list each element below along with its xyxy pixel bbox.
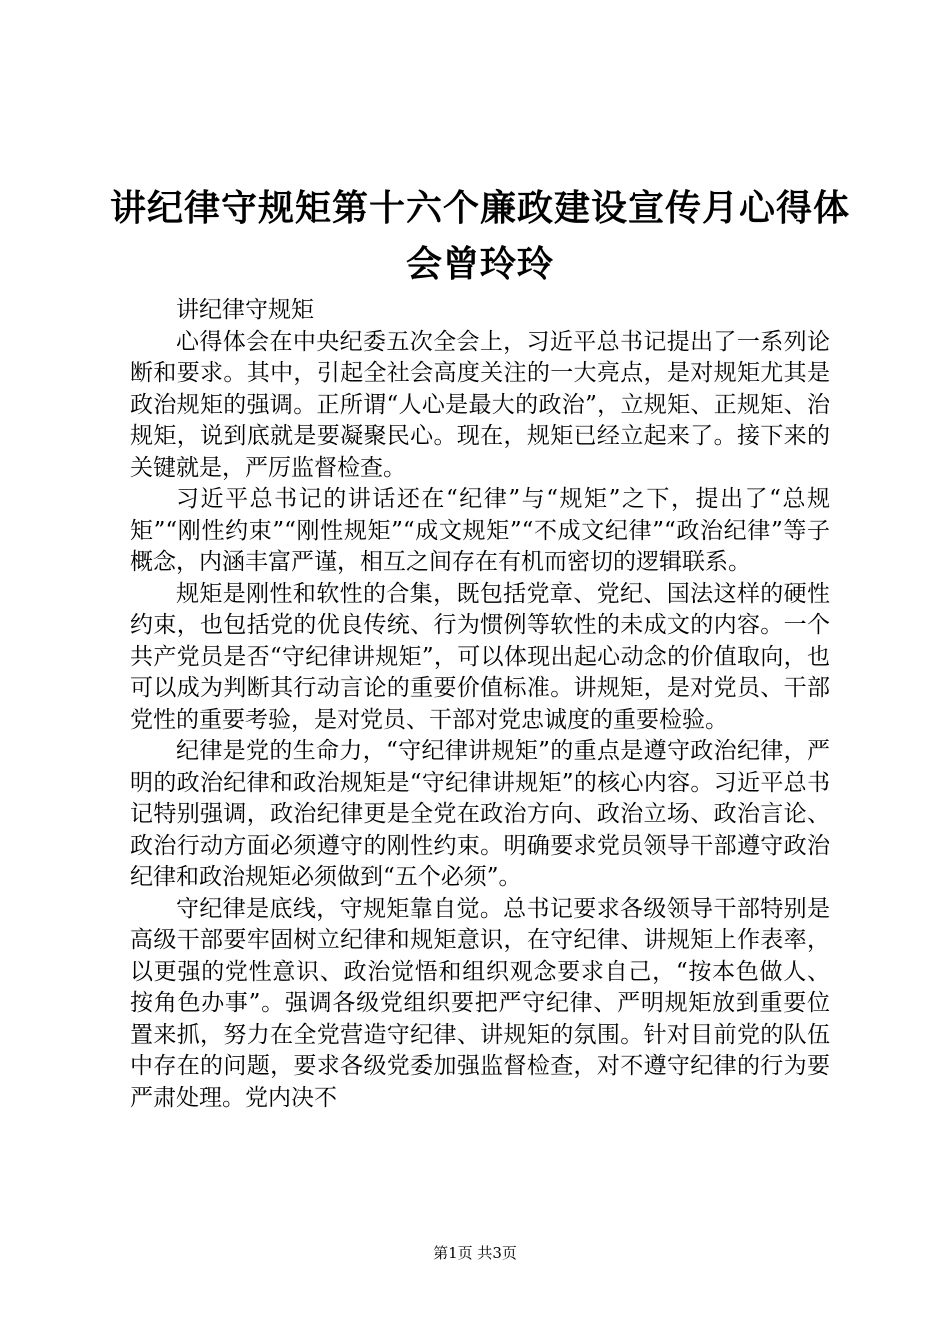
paragraph: 习近平总书记的讲话还在“纪律”与“规矩”之下，提出了“总规矩”“刚性约束”“刚性规矩”“成文规矩”“不成文纪律”“政治纪律”等子概念，内涵丰富严谨，相互之间存在有机而密切的逻辑联系。 bbox=[130, 486, 830, 575]
document-title: 讲纪律守规矩第十六个廉政建设宣传月心得体会曾玲玲 bbox=[110, 187, 851, 285]
paragraph: 守纪律是底线，守规矩靠自觉。总书记要求各级领导干部特别是高级干部要牢固树立纪律和规矩意识，在守纪律、讲规矩上作表率，以更强的党性意识、政治觉悟和组织观念要求自己，“按本色做人、按角色办事”。强调各级党组织要把严守纪律、严明规矩放到重要位置来抓，努力在全党营造守纪律、讲规矩的氛围。针对目前党的队伍中存在的问题，要求各级党委加强监督检查，对不遵守纪律的行为要严肃处理。党内决不 bbox=[130, 895, 830, 1111]
paragraph: 规矩是刚性和软性的合集，既包括党章、党纪、国法这样的硬性约束，也包括党的优良传统、行为惯例等软性的未成文的内容。一个共产党员是否“守纪律讲规矩”，可以体现出起心动念的价值取向，也可以成为判断其行动言论的重要价值标准。讲规矩，是对党员、干部党性的重要考验，是对党员、干部对党忠诚度的重要检验。 bbox=[130, 580, 830, 733]
paragraph: 纪律是党的生命力，“守纪律讲规矩”的重点是遵守政治纪律，严明的政治纪律和政治规矩是“守纪律讲规矩”的核心内容。习近平总书记特别强调，政治纪律更是全党在政治方向、政治立场、政治言论、政治行动方面必须遵守的刚性约束。明确要求党员领导干部遵守政治纪律和政治规矩必须做到“五个必须”。 bbox=[130, 738, 830, 890]
paragraph: 讲纪律守规矩 bbox=[176, 297, 314, 323]
document-body bbox=[130, 295, 830, 1114]
page-number-footer: 第1页 共3页 bbox=[433, 1244, 517, 1262]
paragraph: 心得体会在中央纪委五次全会上，习近平总书记提出了一系列论断和要求。其中，引起全社会高度关注的一大亮点，是对规矩尤其是政治规矩的强调。正所谓“人心是最大的政治”，立规矩、正规矩、治规矩，说到底就是要凝聚民心。现在，规矩已经立起来了。接下来的关键就是，严厉监督检查。 bbox=[130, 328, 830, 481]
